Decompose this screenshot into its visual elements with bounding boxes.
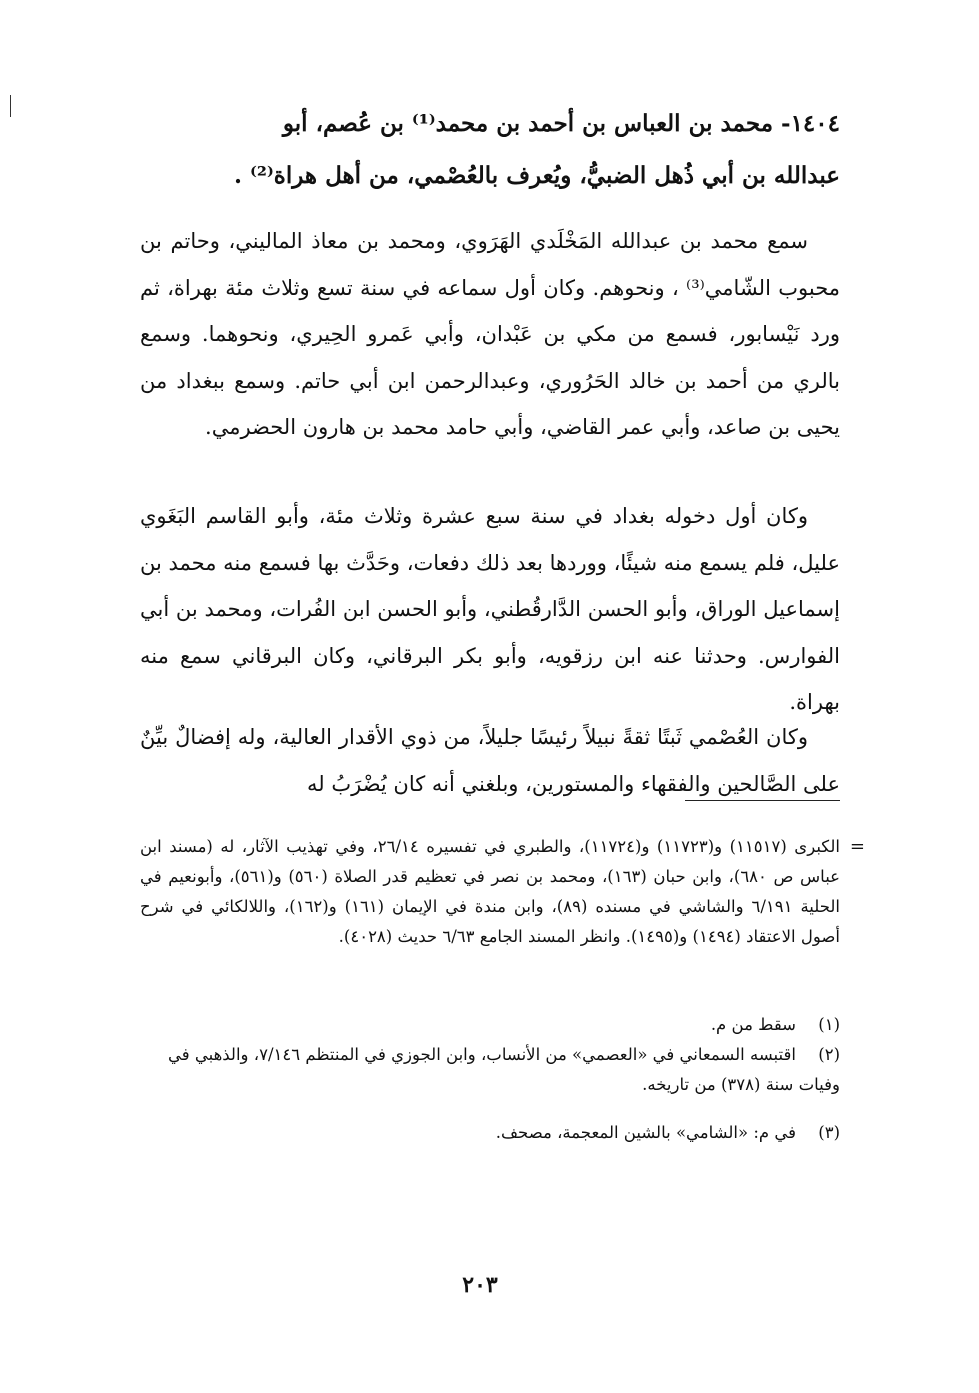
footnote-continuation-text: الكبرى (١١٥١٧) و(١١٧٢٣) و(١١٧٢٤)، والطبري في تفسيره ٢٦/١٤، وفي تهذيب الآثار، له (مسند ابن عباس ص ٦٨٠)، وابن حبان (١٦٣)، ومحمد بن نصر في تعظيم قدر الصلاة (٥٦٠) و(٥٦١)، وأبونعيم في الحلية ٦/١٩١ والشاشي في مسنده (٨٩)، وابن مندة في الإيمان (١٦١) و(١٦٢)، واللالكائي في شرح أصول الاعتقاد (١٤٩٤) و(١٤٩٥). وانظر المسند الجامع ٦/٦٣ حديث (٤٠٢٨). xyxy=(140,837,841,946)
page-number: ٢٠٣ xyxy=(462,1272,498,1298)
paragraph-3 xyxy=(140,714,840,807)
heading-line-1: ١٤٠٤- محمد بن العباس بن أحمد بن محمد⁽¹⁾ بن عُصم، أبو xyxy=(282,110,840,137)
footnote-separator xyxy=(685,800,840,801)
footnote-2 xyxy=(140,1040,840,1100)
footnote-number: (٣) xyxy=(818,1123,840,1142)
footnote-text: في م: «الشامي» بالشين المعجمة، مصحف. xyxy=(495,1123,796,1142)
paragraph-text: وكان أول دخوله بغداد في سنة سبع عشرة وثلاث مئة، وأبو القاسم البَغَوي عليل، فلم يسمع منه شيئًا، ووردها بعد ذلك دفعات، وحَدَّث بها فسمع منه محمد بن إسماعيل الوراق، وأبو الحسن الدَّارقُطني، وأبو الحسن ابن الفُرات، ومحمد بن أبي الفوارس. وحدثنا عنه ابن رزقويه، وأبو بكر البرقاني، وكان البرقاني سمع منه بهراة. xyxy=(140,504,840,714)
margin-mark xyxy=(10,95,11,117)
paragraph-1 xyxy=(140,218,840,451)
entry-heading xyxy=(140,98,840,202)
continuation-marker: = xyxy=(849,836,865,857)
paragraph-text: سمع محمد بن عبدالله المَخْلَدي الهَرَوي، ومحمد بن معاذ الماليني، وحاتم بن محبوب الشّامي⁽³⁾ ، ونحوهم. وكان أول سماعه في سنة تسع وثلاث مئة بهراة، ثم ورد نَيْسابور، فسمع من مكي بن عَبْدان، وأبي عَمرو الحِيري، ونحوهما. وسمع بالري من أحمد بن خالد الحَرُوري، وعبدالرحمن ابن أبي حاتم. وسمع ببغداد من يحيى بن صاعد، وأبي عمر القاضي، وأبي حامد محمد بن هارون الحضرمي. xyxy=(140,229,840,439)
footnote-number: (١) xyxy=(818,1015,840,1034)
footnote-text: اقتبسه السمعاني في «العصمي» من الأنساب، وابن الجوزي في المنتظم ٧/١٤٦، والذهبي في وفيات سنة (٣٧٨) من تاريخه. xyxy=(167,1045,840,1094)
footnote-number: (٢) xyxy=(818,1045,840,1064)
footnote-text: سقط من م. xyxy=(710,1015,796,1034)
heading-line-2: عبدالله بن أبي ذُهل الضبيُّ، ويُعرف بالعُصْمي، من أهل هراة⁽²⁾ . xyxy=(234,162,840,189)
footnote-1 xyxy=(140,1010,840,1040)
footnote-continuation xyxy=(140,832,865,952)
paragraph-2 xyxy=(140,493,840,726)
footnote-3 xyxy=(140,1118,840,1148)
paragraph-text: وكان العُصْمي ثَبتًا ثقةً نبيلاً رئيسًا جليلاً، من ذوي الأقدار العالية، وله إفضالٌ بيِّنٌ على الصَّالحين والفقهاء والمستورين، وبلغني أنه كان يُضْرَبُ له xyxy=(140,725,840,796)
